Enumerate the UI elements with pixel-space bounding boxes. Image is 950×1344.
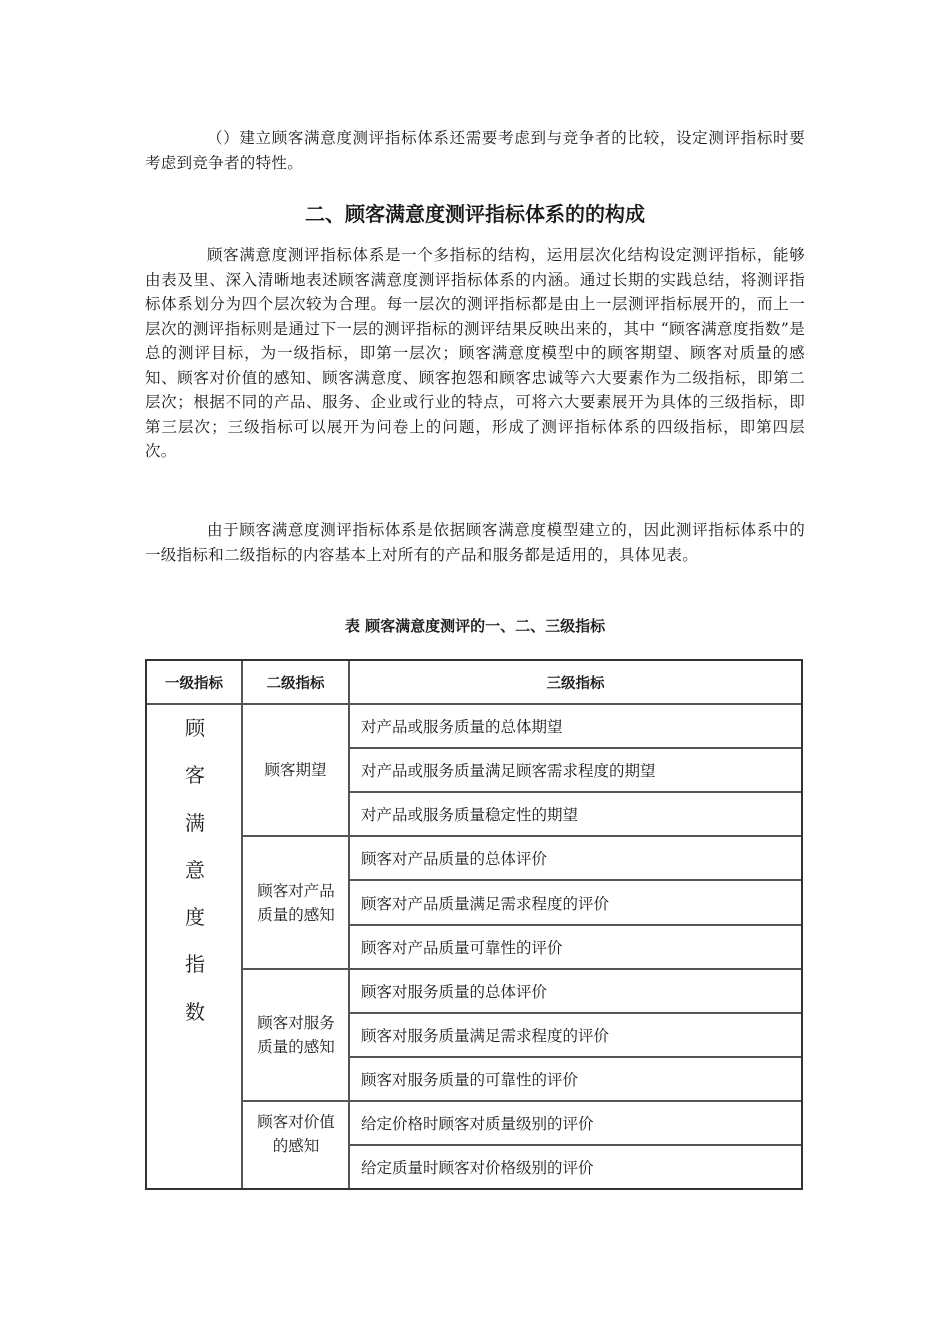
level3-cell: 顾客对服务质量满足需求程度的评价	[361, 1027, 610, 1045]
header-level3: 三级指标	[546, 675, 605, 692]
section-title: 二、顾客满意度测评指标体系的的构成	[305, 202, 645, 226]
level3-cell: 顾客对产品质量满足需求程度的评价	[361, 894, 610, 913]
level1-char: 度	[185, 905, 205, 930]
header-level1: 一级指标	[165, 675, 223, 692]
level3-cell: 对产品或服务质量稳定性的期望	[361, 806, 579, 824]
header-level2: 二级指标	[266, 675, 325, 692]
level1-index-cell	[148, 705, 242, 1036]
level3-cell: 顾客对产品质量的总体评价	[361, 850, 548, 868]
level3-cell: 顾客对服务质量的可靠性的评价	[361, 1071, 579, 1089]
level2-cell	[251, 1102, 341, 1188]
level3-cell: 顾客对产品质量可靠性的评价	[361, 939, 563, 957]
level3-cell: 对产品或服务质量满足顾客需求程度的期望	[361, 762, 656, 780]
level3-cell: 对产品或服务质量的总体期望	[361, 718, 563, 736]
level1-char: 数	[185, 999, 205, 1024]
level2-cell	[243, 705, 348, 835]
level3-cell: 给定价格时顾客对质量级别的评价	[361, 1115, 594, 1133]
level1-char: 意	[185, 857, 205, 882]
level3-cell: 给定质量时顾客对价格级别的评价	[361, 1159, 594, 1177]
level1-char: 顾	[185, 716, 205, 740]
level1-char: 指	[185, 952, 205, 977]
level2-cell	[251, 837, 341, 968]
level2-label: 顾客对价值的感知	[257, 1113, 335, 1155]
level3-cell: 顾客对服务质量的总体评价	[361, 983, 548, 1001]
level1-char: 客	[185, 763, 205, 788]
level1-char: 满	[185, 810, 205, 835]
body-paragraph-2: 由于顾客满意度测评指标体系是依据顾客满意度模型建立的，因此测评指标体系中的一级指标和二级指标的内容基本上对所有的产品和服务都是适用的，具体见表。	[145, 521, 805, 564]
intro-paragraph: （）建立顾客满意度测评指标体系还需要考虑到与竞争者的比较，设定测评指标时要考虑到竞争者的特性。	[145, 129, 805, 172]
level2-label: 顾客对服务质量的感知	[257, 1014, 335, 1056]
level2-label: 顾客对产品质量的感知	[257, 881, 335, 924]
level2-cell	[251, 970, 341, 1100]
table-caption: 表 顾客满意度测评的一、二、三级指标	[344, 617, 606, 635]
level2-label: 顾客期望	[264, 761, 327, 779]
body-paragraph-1: 顾客满意度测评指标体系是一个多指标的结构，运用层次化结构设定测评指标，能够由表及里、深入清晰地表述顾客满意度测评指标体系的内涵。通过长期的实践总结，将测评指标体系划分为四个层次较为合理。每一层次的测评指标都是由上一层测评指标展开的，而上一层次的测评指标则是通过下一层的测评指标的测评结果反映出来的，其中 “顾客满意度指数”是总的测评目标，为一级指标，即第一层次；顾客满意度模型中的顾客期望、顾客对质量的感知、顾客对价值的感知、顾客满意度、顾客抱怨和顾客忠诚等六大要素作为二级指标，即第二层次；根据不同的产品、服务、企业或行业的特点，可将六大要素展开为具体的三级指标，即第三层次；三级指标可以展开为问卷上的问题，形成了测评指标体系的四级指标，即第四层次。	[145, 246, 805, 460]
